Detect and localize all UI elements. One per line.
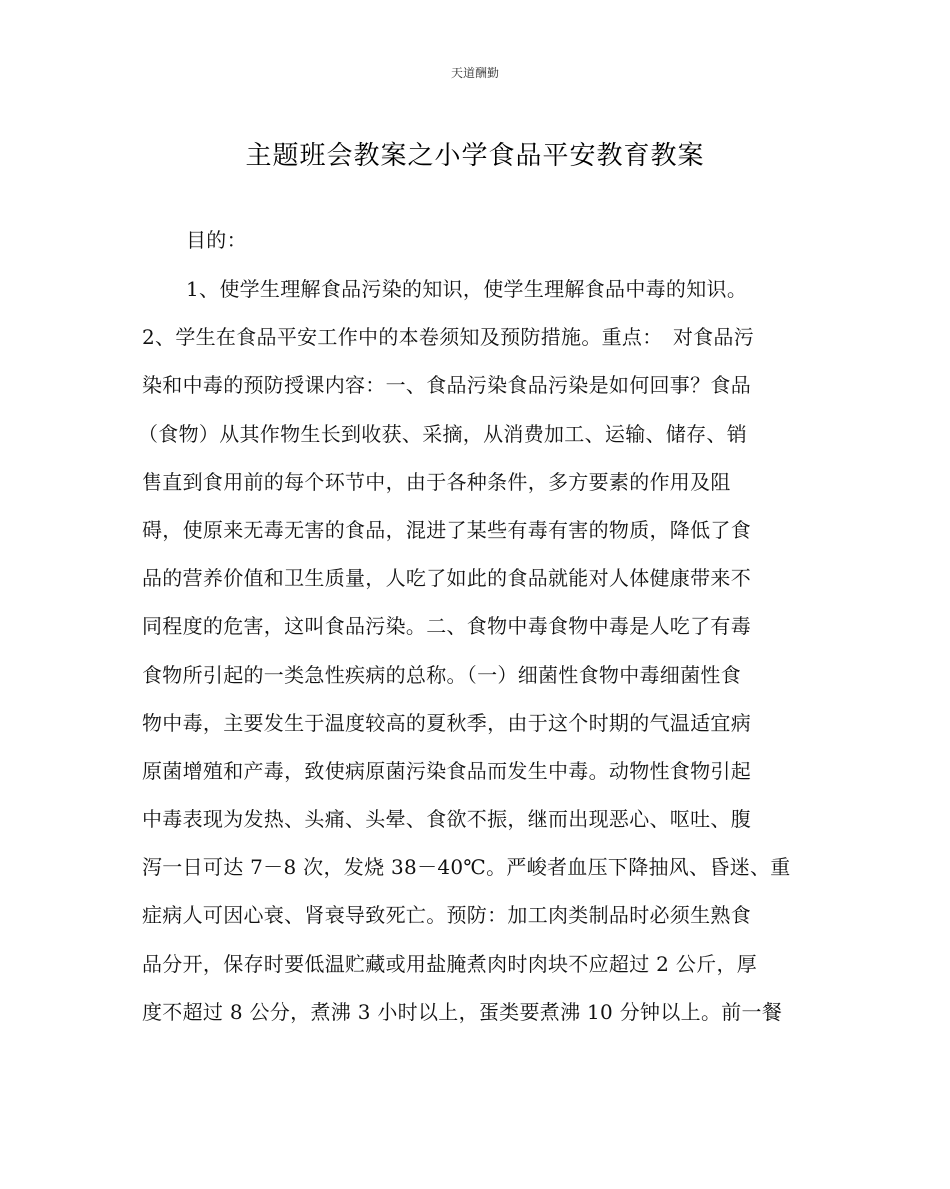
body-line: 中毒表现为发热、头痛、头晕、食欲不振，继而出现恶心、呕吐、腹 (142, 807, 751, 831)
body-line: 染和中毒的预防授课内容：一、食品污染食品污染是如何回事？食品 (142, 373, 751, 397)
body-line: 度不超过 8 公分，煮沸 3 小时以上，蛋类要煮沸 10 分钟以上。前一餐 (142, 1000, 783, 1024)
body-line: 同程度的危害，这叫食品污染。二、食物中毒食物中毒是人吃了有毒 (142, 614, 751, 638)
body-line: 原菌增殖和产毒，致使病原菌污染食品而发生中毒。动物性食物引起 (142, 759, 751, 783)
body-line: 泻一日可达 7－8 次，发烧 38－40℃。严峻者血压下降抽风、昏迷、重 (142, 855, 791, 879)
body-line: 症病人可因心衰、肾衰导致死亡。预防：加工肉类制品时必须生熟食 (142, 903, 751, 927)
body-line: 1、使学生理解食品污染的知识，使学生理解食品中毒的知识。 (186, 277, 748, 301)
document-title: 主题班会教案之小学食品平安教育教案 (245, 141, 705, 171)
body-line: 品分开，保存时要低温贮藏或用盐腌煮肉时肉块不应超过 2 公斤，厚 (142, 952, 758, 976)
body-line: 食物所引起的一类急性疾病的总称。（一）细菌性食物中毒细菌性食 (142, 663, 741, 687)
body-line: （食物）从其作物生长到收获、采摘，从消费加工、运输、储存、销 (138, 422, 747, 446)
body-line: 碍，使原来无毒无害的食品，混进了某些有毒有害的物质，降低了食 (142, 518, 751, 542)
body-line: 物中毒，主要发生于温度较高的夏秋季，由于这个时期的气温适宜病 (142, 711, 751, 735)
section-heading-purpose: 目的： (186, 228, 247, 252)
page-header: 天道酬勤 (450, 66, 499, 80)
body-line: 品的营养价值和卫生质量，人吃了如此的食品就能对人体健康带来不 (142, 566, 751, 590)
body-line: 2、学生在食品平安工作中的本卷须知及预防措施。重点： 对食品污 (142, 325, 755, 349)
body-line: 售直到食用前的每个环节中，由于各种条件，多方要素的作用及阻 (142, 470, 731, 494)
